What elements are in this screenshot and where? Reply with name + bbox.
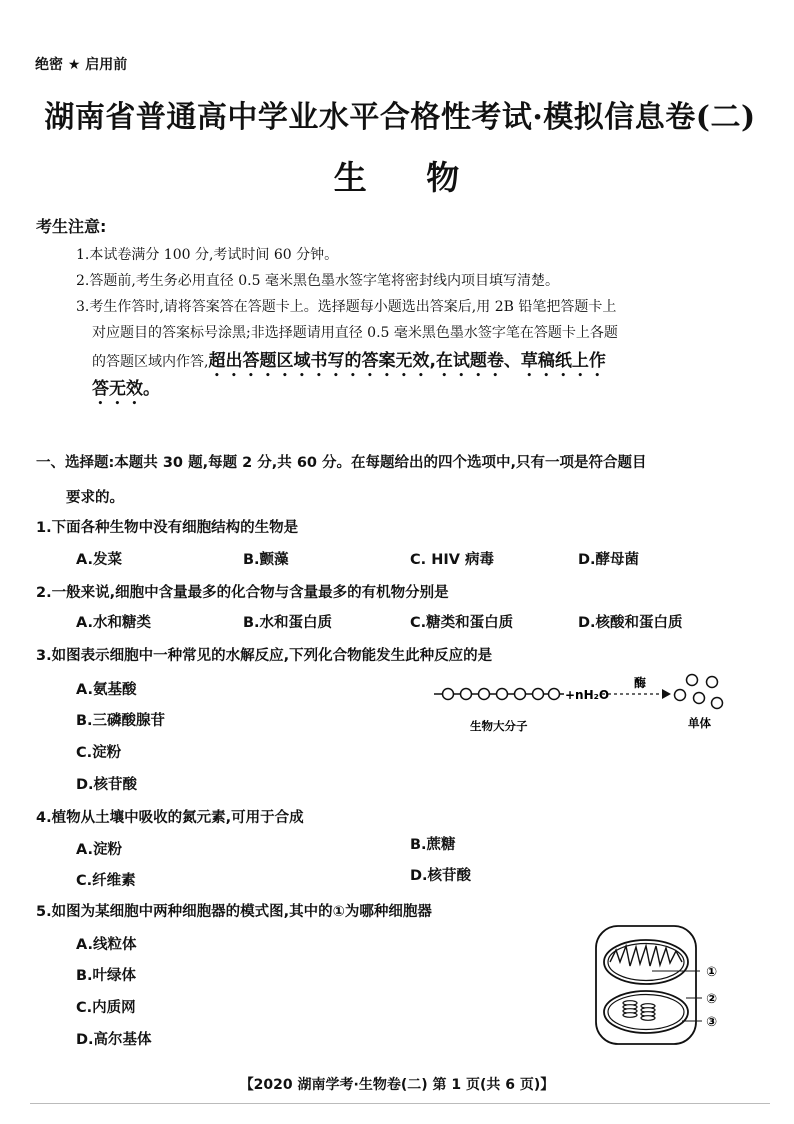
- organelle-label-3: ③: [706, 1015, 718, 1030]
- notice-line-2: 2.答题前,考生务必用直径 0.5 毫米黑色墨水签字笔将密封线内项目填写清楚。: [76, 273, 559, 289]
- question-3-option-d[interactable]: D.核苷酸: [76, 777, 138, 793]
- monomers: [675, 675, 723, 709]
- notice-line-1: 1.本试卷满分 100 分,考试时间 60 分钟。: [76, 247, 339, 263]
- organelle-label-2: ②: [706, 992, 718, 1007]
- macromolecule-label: 生物大分子: [470, 719, 528, 733]
- question-5-option-b[interactable]: B.叶绿体: [76, 968, 137, 984]
- question-3-stem: 3.如图表示细胞中一种常见的水解反应,下列化合物能发生此种反应的是: [36, 648, 493, 664]
- question-4-option-d[interactable]: D.核苷酸: [410, 868, 472, 884]
- question-2-option-b[interactable]: B.水和蛋白质: [243, 615, 333, 631]
- notice-line-3-end: [92, 374, 160, 409]
- notice-line-3-cont2: [92, 346, 606, 381]
- question-1-option-d[interactable]: D.酵母菌: [578, 552, 640, 568]
- question-3-option-c[interactable]: C.淀粉: [76, 745, 122, 761]
- macromolecule-chain: [434, 689, 564, 700]
- question-3-option-a[interactable]: A.氨基酸: [76, 682, 137, 698]
- question-5-option-a[interactable]: A.线粒体: [76, 937, 137, 953]
- monomer-label: 单体: [688, 716, 711, 730]
- organelle-label-1: ①: [706, 965, 718, 980]
- notice-heading: 考生注意:: [36, 217, 107, 236]
- notice-line-3-plain: 的答题区域内作答,: [92, 354, 209, 370]
- question-2-option-a[interactable]: A.水和糖类: [76, 615, 151, 631]
- question-4-option-c[interactable]: C.纤维素: [76, 873, 136, 889]
- question-1-option-a[interactable]: A.发菜: [76, 552, 122, 568]
- chloroplast: [604, 991, 702, 1033]
- question-2-option-c[interactable]: C.糖类和蛋白质: [410, 615, 514, 631]
- question-4-option-a[interactable]: A.淀粉: [76, 842, 122, 858]
- question-4-option-b[interactable]: B.蔗糖: [410, 837, 456, 853]
- notice-line-3: 3.考生作答时,请将答案答在答题卡上。选择题每小题选出答案后,用 2B 铅笔把答题卡上: [76, 299, 617, 315]
- bottom-divider: [30, 1103, 770, 1104]
- notice-line-3-cont: 对应题目的答案标号涂黑;非选择题请用直径 0.5 毫米黑色墨水签字笔在答题卡上各题: [92, 325, 618, 341]
- section-heading: 一、选择题:本题共 30 题,每题 2 分,共 60 分。在每题给出的四个选项中,只有一项是符合题目: [36, 455, 647, 471]
- hydrolysis-diagram: [430, 668, 730, 738]
- question-3-option-b[interactable]: B.三磷酸腺苷: [76, 713, 166, 729]
- mitochondrion: [604, 940, 700, 984]
- subject-title: 生 物: [333, 158, 461, 197]
- question-2-stem: 2.一般来说,细胞中含量最多的化合物与含量最多的有机物分别是: [36, 585, 449, 601]
- question-4-stem: 4.植物从土壤中吸收的氮元素,可用于合成: [36, 810, 304, 826]
- notice-emphasis: 超出答题区域书写的答案无效,在试题卷、草稿纸上作: [208, 351, 606, 371]
- exam-title: 湖南省普通高中学业水平合格性考试·模拟信息卷(二): [44, 100, 756, 135]
- confidential-label: 绝密 ★ 启用前: [35, 57, 128, 73]
- enzyme-label: 酶: [634, 676, 647, 690]
- question-5-option-c[interactable]: C.内质网: [76, 1000, 136, 1016]
- water-label: +nH₂O: [565, 688, 610, 702]
- question-5-stem: 5.如图为某细胞中两种细胞器的模式图,其中的①为哪种细胞器: [36, 904, 432, 920]
- question-5-option-d[interactable]: D.高尔基体: [76, 1032, 152, 1048]
- section-heading-cont: 要求的。: [66, 490, 124, 506]
- question-1-option-c[interactable]: C. HIV 病毒: [410, 552, 494, 568]
- question-2-option-d[interactable]: D.核酸和蛋白质: [578, 615, 683, 631]
- question-1-stem: 1.下面各种生物中没有细胞结构的生物是: [36, 520, 299, 536]
- organelle-diagram: [590, 920, 740, 1050]
- notice-emphasis-end: 答无效。: [92, 379, 160, 399]
- page-footer: 【2020 湖南学考·生物卷(二) 第 1 页(共 6 页)】: [239, 1077, 555, 1093]
- question-1-option-b[interactable]: B.颤藻: [243, 552, 289, 568]
- reaction-arrow: [602, 689, 671, 699]
